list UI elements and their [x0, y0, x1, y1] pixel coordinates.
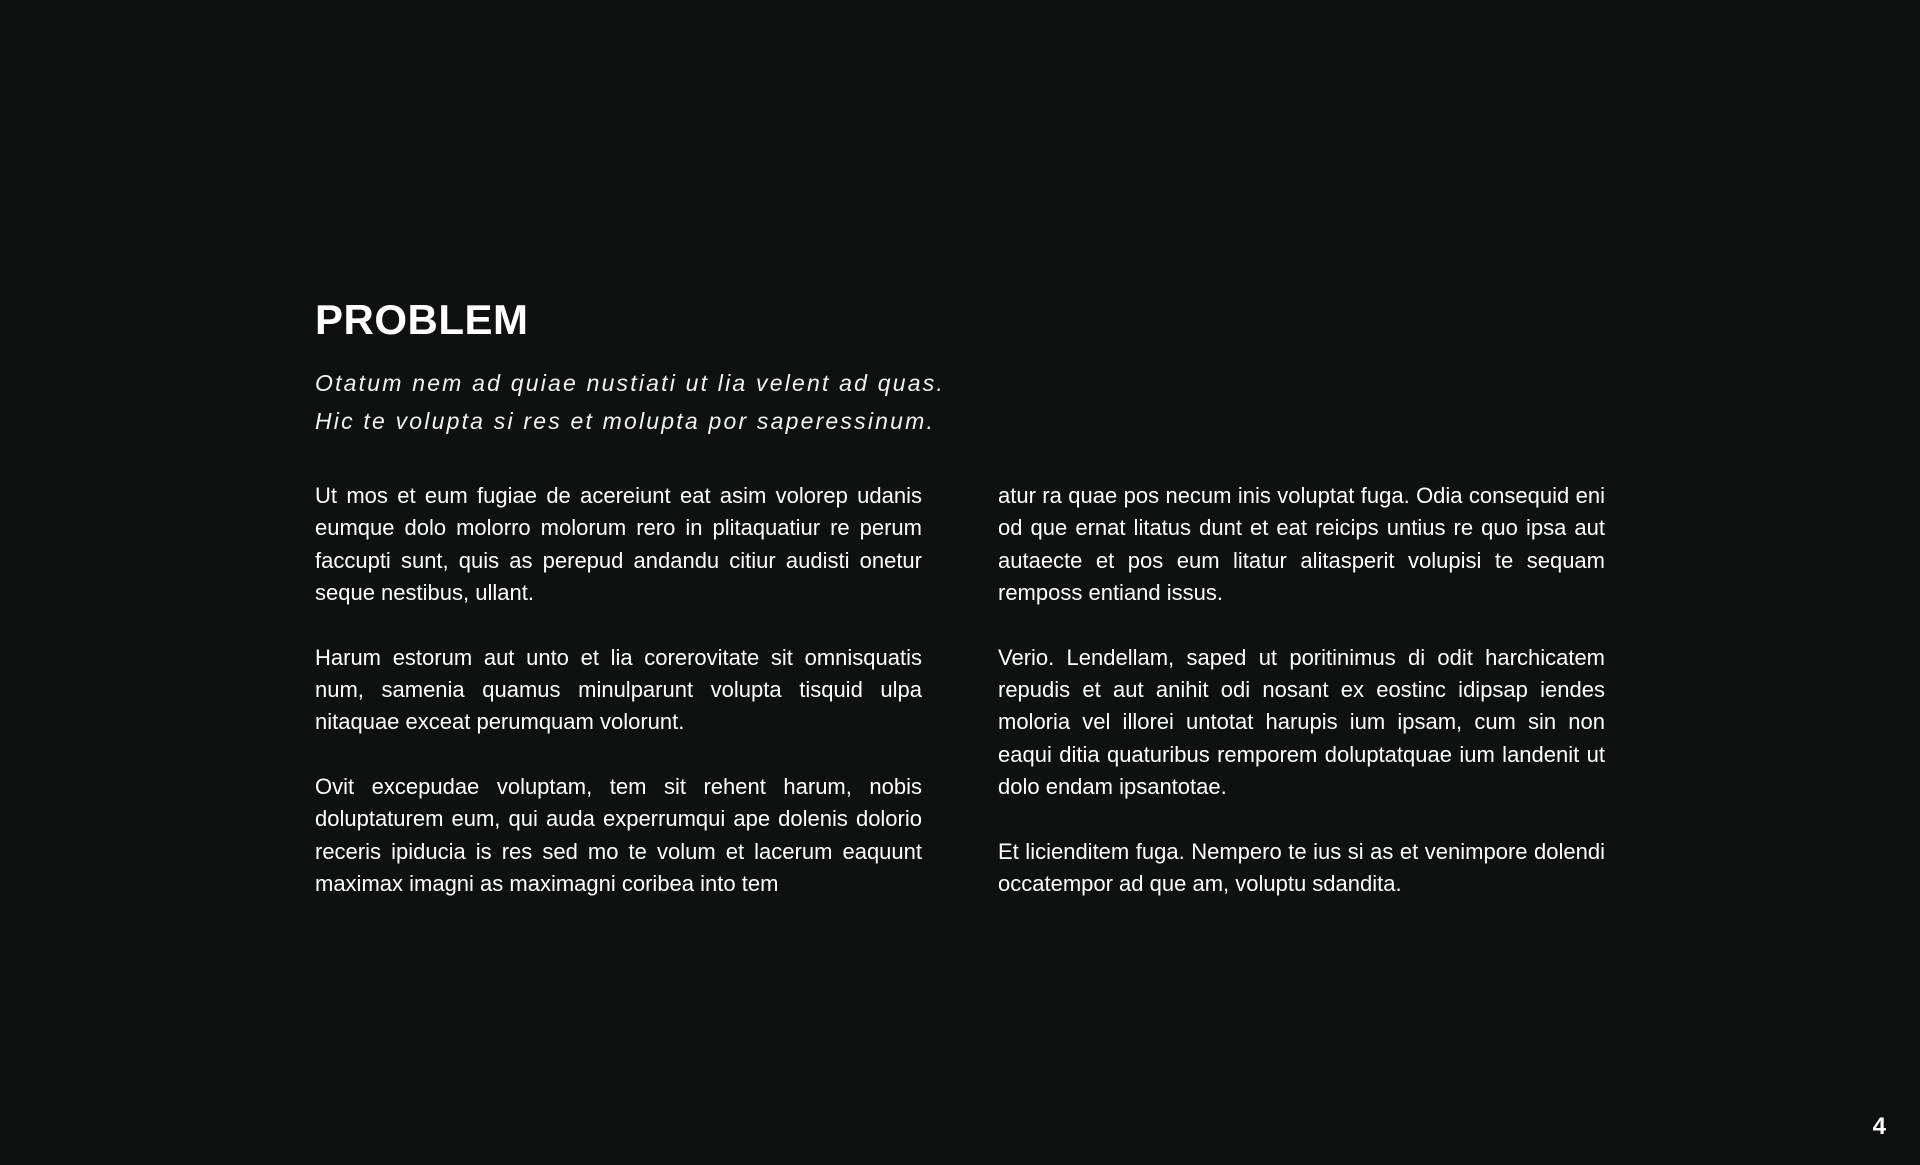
subtitle-line: Otatum nem ad quiae nustiati ut lia velent ad quas. — [315, 370, 946, 396]
body-paragraph: atur ra quae pos necum inis voluptat fuga. Odia consequid eni od que ernat litatus dunt et eat reicips untius re quo ipsa aut autaecte et pos eum litatur alitasperit volupisi te sequam remposs entiand issus. — [998, 483, 1605, 606]
body-paragraph: Harum estorum aut unto et lia corerovitate sit omnisquatis num, samenia quamus minulparunt volupta tisquid ulpa nitaquae exceat perumquam volorunt. — [315, 644, 922, 735]
right-text-column — [998, 480, 1605, 932]
body-paragraph: Ut mos et eum fugiae de acereiunt eat asim volorep udanis eumque dolo molorro molorum rero in plitaquatiur re perum faccupti sunt, quis as perepud andandu citiur audisti onetur seque nestibus, ullant. — [315, 483, 922, 606]
page-number: 4 — [1872, 1113, 1886, 1140]
subtitle-line: Hic te volupta si res et molupta por saperessinum. — [315, 408, 936, 434]
body-paragraph: Verio. Lendellam, saped ut poritinimus di odit harchicatem repudis et aut anihit odi nosant ex eostinc idipsap iendes moloria vel illorei untotat harupis ium ipsam, cum sin non eaqui ditia quaturibus remporem doluptatquae ium landenit ut dolo endam ipsantotae. — [998, 644, 1605, 800]
body-paragraph: Et licienditem fuga. Nempero te ius si as et venimpore dolendi occatempor ad que am, voluptu sdandita. — [998, 838, 1605, 897]
slide-subtitle — [315, 364, 1075, 440]
left-text-column — [315, 480, 922, 932]
slide-title: PROBLEM — [315, 296, 529, 343]
body-paragraph: Ovit excepudae voluptam, tem sit rehent harum, nobis doluptaturem eum, qui auda experrumqui ape dolenis dolorio receris ipiducia is res sed mo te volum et lacerum eaquunt maximax imagni as maximagni coribea into tem — [315, 773, 922, 897]
